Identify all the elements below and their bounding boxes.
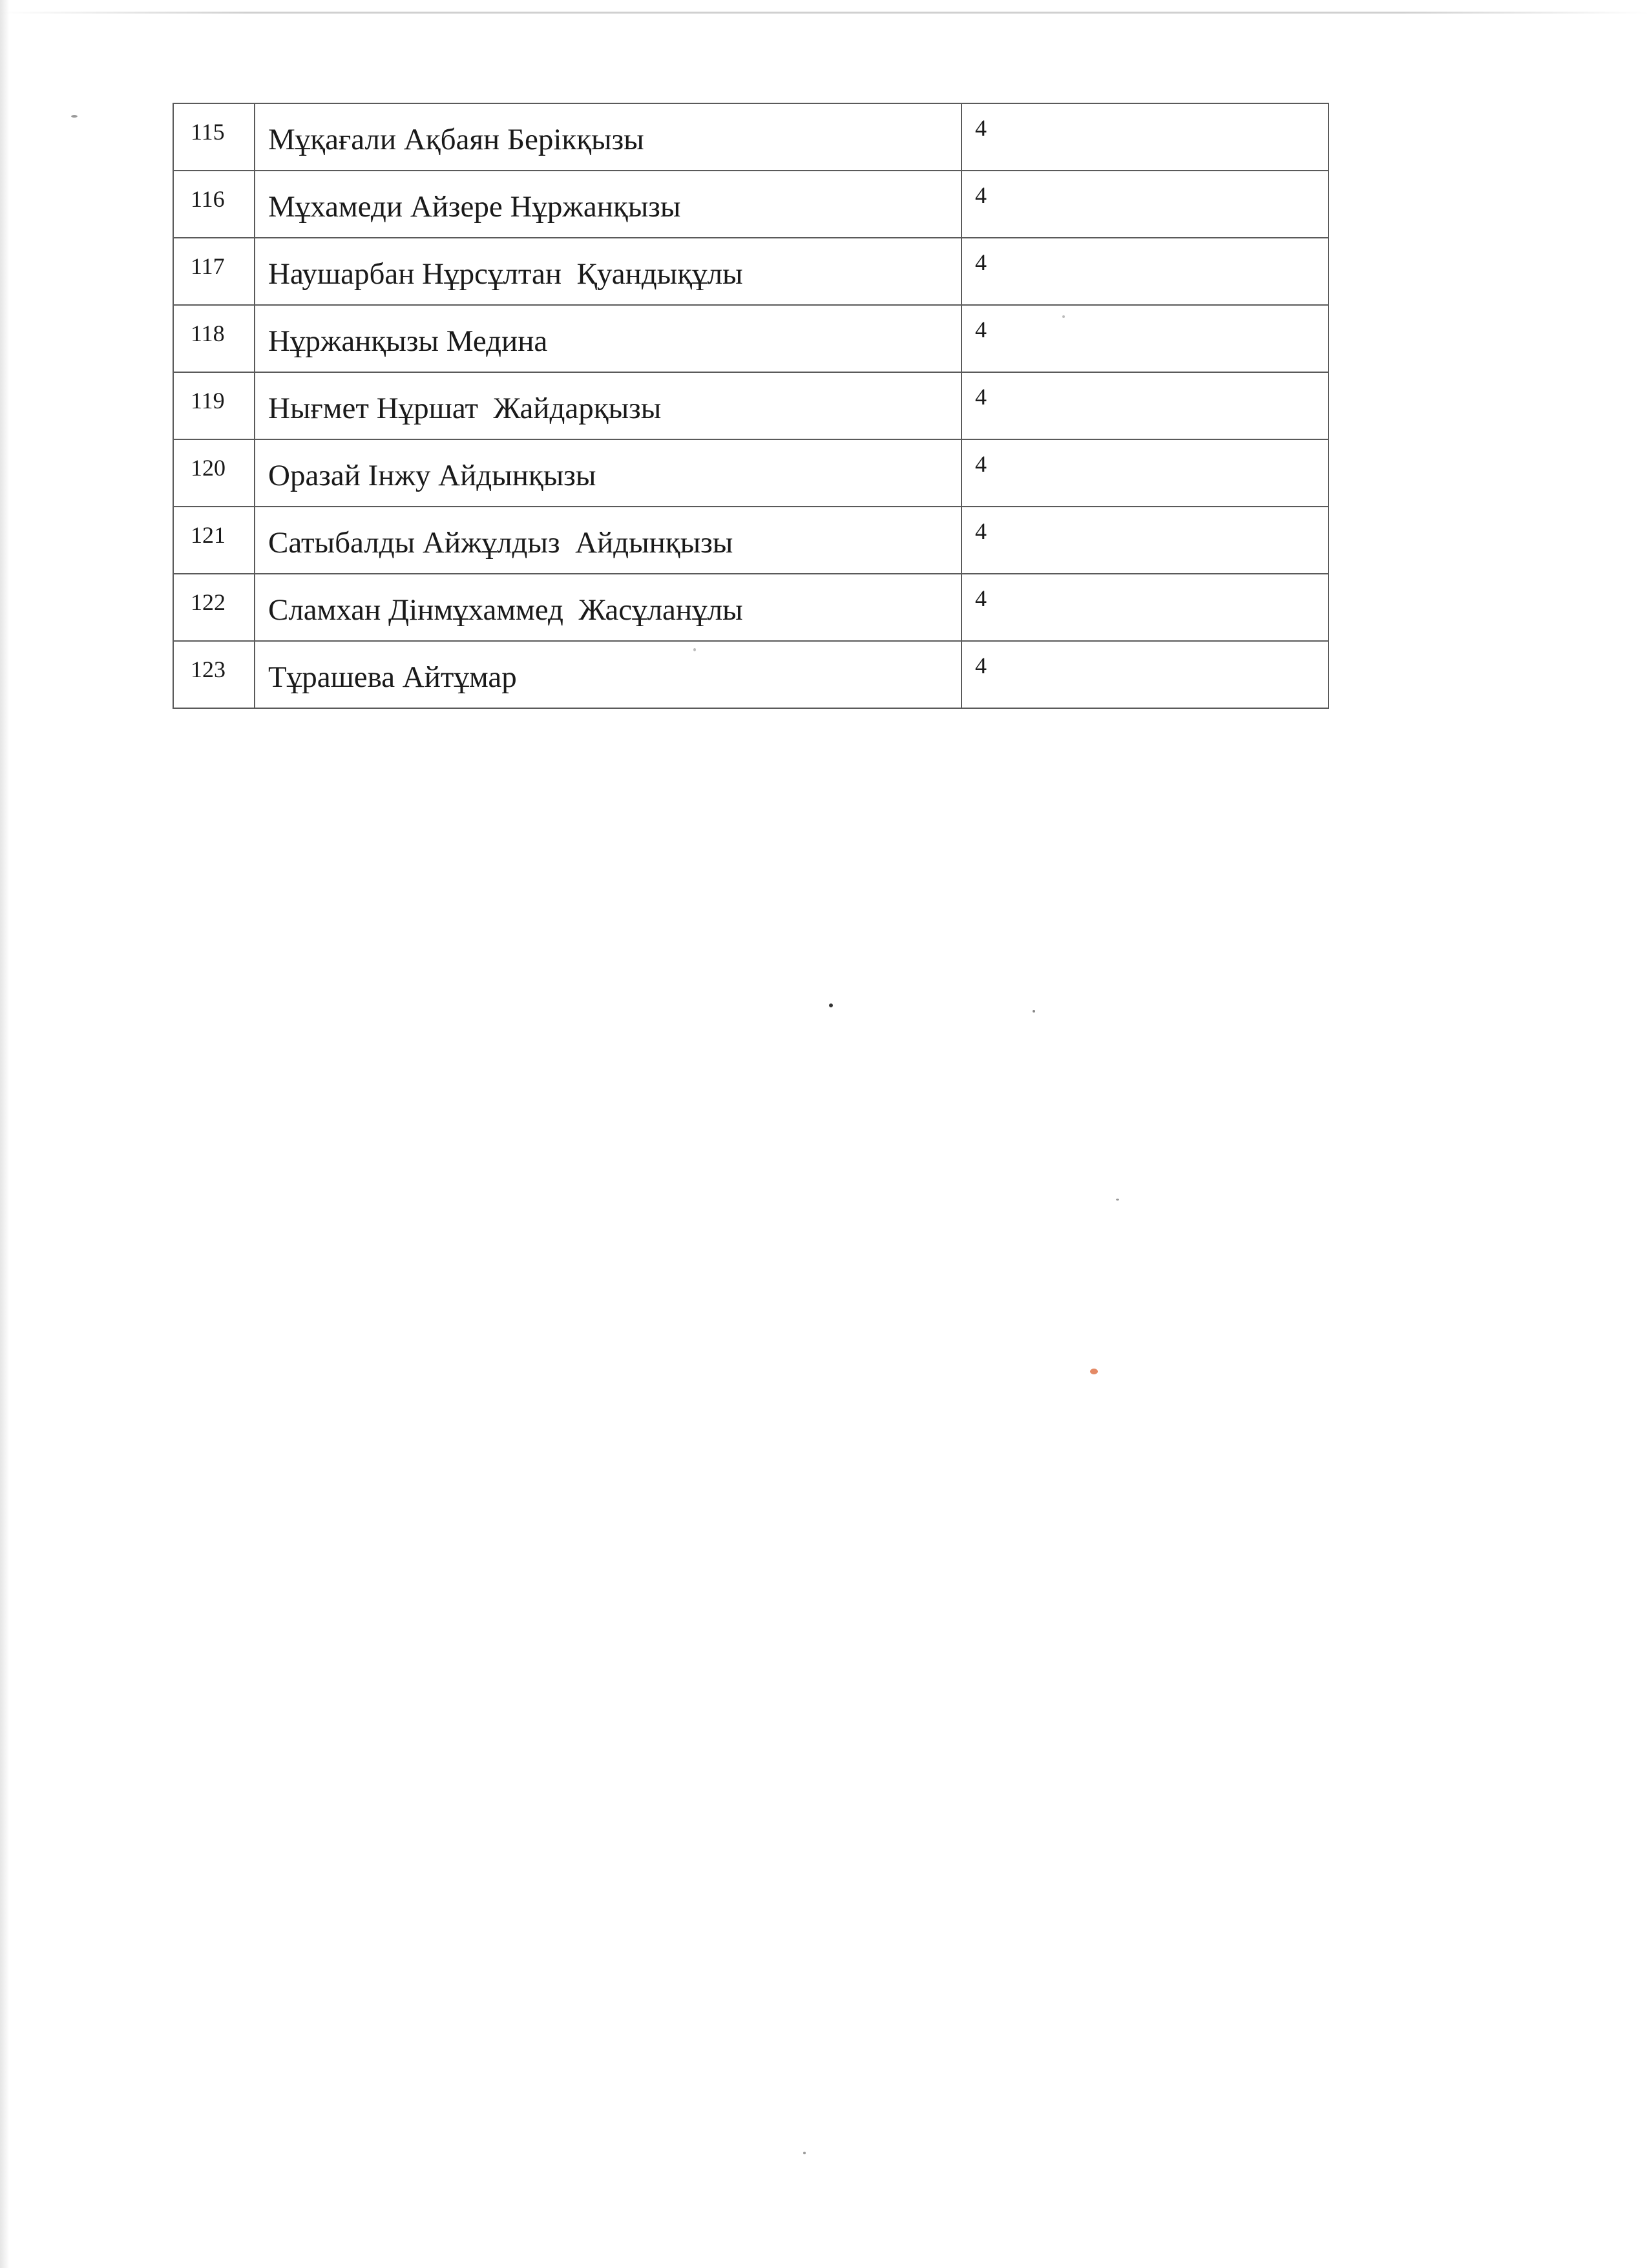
grade-value: 4 <box>961 439 1329 507</box>
scan-speck <box>803 2152 806 2154</box>
student-name: Оразай Інжу Айдынқызы <box>255 439 961 507</box>
scan-edge-line <box>0 12 1649 14</box>
row-number: 121 <box>173 507 255 574</box>
student-name: Сламхан Дінмұхаммед Жасұланұлы <box>255 574 961 641</box>
grade-value: 4 <box>961 305 1329 372</box>
table-row <box>173 305 1329 372</box>
table-row <box>173 103 1329 171</box>
row-number: 120 <box>173 439 255 507</box>
student-name: Нығмет Нұршат Жайдарқызы <box>255 372 961 439</box>
grade-value: 4 <box>961 574 1329 641</box>
grade-value: 4 <box>961 507 1329 574</box>
student-name: Наушарбан Нұрсұлтан Қуандықұлы <box>255 238 961 305</box>
grade-value: 4 <box>961 372 1329 439</box>
grade-value: 4 <box>961 103 1329 171</box>
table-row <box>173 574 1329 641</box>
scan-speck <box>1116 1199 1119 1201</box>
scan-speck <box>829 1003 833 1007</box>
row-number: 116 <box>173 171 255 238</box>
row-number: 119 <box>173 372 255 439</box>
scan-speck <box>1033 1010 1035 1013</box>
table-row <box>173 171 1329 238</box>
grade-value: 4 <box>961 171 1329 238</box>
student-name: Нұржанқызы Медина <box>255 305 961 372</box>
table-row <box>173 641 1329 708</box>
student-name: Тұрашева Айтұмар <box>255 641 961 708</box>
table-row <box>173 507 1329 574</box>
table-row <box>173 439 1329 507</box>
student-grade-table <box>173 103 1329 709</box>
row-number: 123 <box>173 641 255 708</box>
grade-value: 4 <box>961 641 1329 708</box>
row-number: 122 <box>173 574 255 641</box>
student-name: Мұхамеди Айзере Нұржанқызы <box>255 171 961 238</box>
row-number: 117 <box>173 238 255 305</box>
row-number: 115 <box>173 103 255 171</box>
scan-left-shadow <box>0 0 9 2268</box>
student-name: Мұқағали Ақбаян Берікқызы <box>255 103 961 171</box>
table-row <box>173 372 1329 439</box>
table-row <box>173 238 1329 305</box>
scan-speck <box>1090 1369 1098 1374</box>
student-name: Сатыбалды Айжұлдыз Айдынқызы <box>255 507 961 574</box>
row-number: 118 <box>173 305 255 372</box>
grade-value: 4 <box>961 238 1329 305</box>
scan-speck <box>71 115 78 118</box>
